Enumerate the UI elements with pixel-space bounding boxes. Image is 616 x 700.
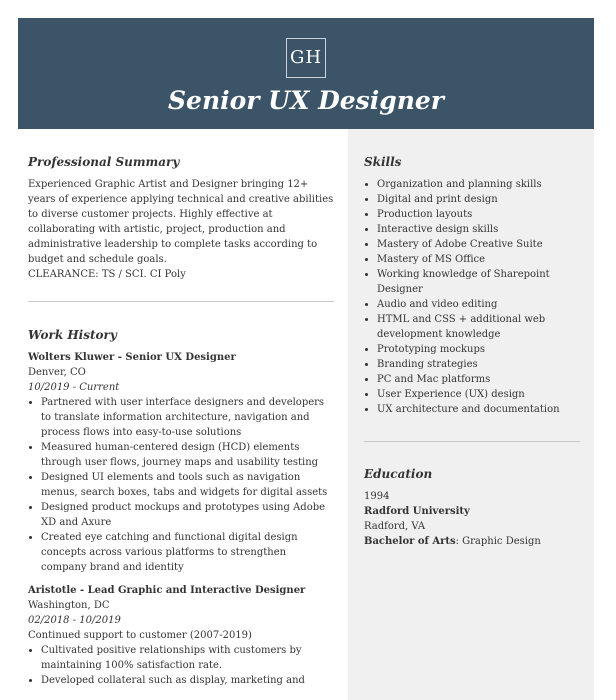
job-dates: 10/2019 - Current: [28, 382, 120, 393]
job-dates: 02/2018 - 10/2019: [28, 615, 121, 626]
resume-title: Senior UX Designer: [168, 86, 444, 115]
job-entry: [28, 583, 334, 688]
skill-item: • Production layouts: [377, 207, 580, 222]
skill-item: • Organization and planning skills: [377, 177, 580, 192]
job-bullet: • Designed UI elements and tools such as navigation menus, search boxes, tabs and widgets for digital assets: [41, 470, 334, 500]
skills-heading: Skills: [364, 155, 402, 169]
education-heading: Education: [364, 467, 433, 481]
skills-list: [364, 177, 580, 417]
right-column: [364, 129, 580, 549]
job-bullet: • Measured human-centered design (HCD) elements through user flows, journey maps and usability testing: [41, 440, 334, 470]
job-bullet: • Partnered with user interface designers and developers to translate information architecture, navigation and process flows into easy-to-use solutions: [41, 395, 334, 440]
skill-item: • User Experience (UX) design: [377, 387, 580, 402]
job-note: Continued support to customer (2007-2019): [28, 630, 252, 641]
degree-field: : Graphic Design: [455, 536, 541, 547]
skill-item: • HTML and CSS + additional web development knowledge: [377, 312, 580, 342]
skill-item: • Mastery of Adobe Creative Suite: [377, 237, 580, 252]
job-bullet: • Designed product mockups and prototypes using Adobe XD and Axure: [41, 500, 334, 530]
job-bullet: • Developed collateral such as display, marketing and: [41, 673, 334, 688]
job-bullet: • Created eye catching and functional digital design concepts across various platforms to strengthen company brand and identity: [41, 530, 334, 575]
summary-heading: Professional Summary: [28, 155, 180, 169]
education-location: Radford, VA: [364, 521, 426, 532]
education-degree: [364, 534, 580, 549]
job-entry: [28, 350, 334, 575]
skill-item: • Interactive design skills: [377, 222, 580, 237]
job-bullet: • Cultivated positive relationships with customers by maintaining 100% satisfaction rate.: [41, 643, 334, 673]
summary-text: Experienced Graphic Artist and Designer bringing 12+ years of experience applying technical and creative abilities to diverse customer projects. Highly effective at collaborating with artistic, project, production and administrative leadership to complete tasks according to budget and schedule goals.: [28, 179, 334, 265]
skill-item: • UX architecture and documentation: [377, 402, 580, 417]
summary-section: [28, 177, 334, 282]
degree-label: Bachelor of Arts: [364, 536, 456, 547]
skill-item: • Digital and print design: [377, 192, 580, 207]
clearance-text: CLEARANCE: TS / SCI. CI Poly: [28, 269, 186, 280]
job-title: Aristotle - Lead Graphic and Interactive Designer: [28, 585, 306, 596]
work-history-heading: Work History: [28, 328, 117, 342]
job-title: Wolters Kluwer - Senior UX Designer: [28, 352, 236, 363]
job-location: Denver, CO: [28, 367, 86, 378]
job-bullets: [28, 643, 334, 688]
monogram-logo: GH: [286, 38, 326, 78]
skill-item: • Mastery of MS Office: [377, 252, 580, 267]
skill-item: • PC and Mac platforms: [377, 372, 580, 387]
education-school: Radford University: [364, 506, 470, 517]
skill-item: • Prototyping mockups: [377, 342, 580, 357]
left-column: [28, 129, 334, 688]
skill-item: • Audio and video editing: [377, 297, 580, 312]
skill-item: • Branding strategies: [377, 357, 580, 372]
education-year: 1994: [364, 491, 390, 502]
job-bullets: [28, 395, 334, 575]
job-location: Washington, DC: [28, 600, 110, 611]
skill-item: • Working knowledge of Sharepoint Designer: [377, 267, 580, 297]
